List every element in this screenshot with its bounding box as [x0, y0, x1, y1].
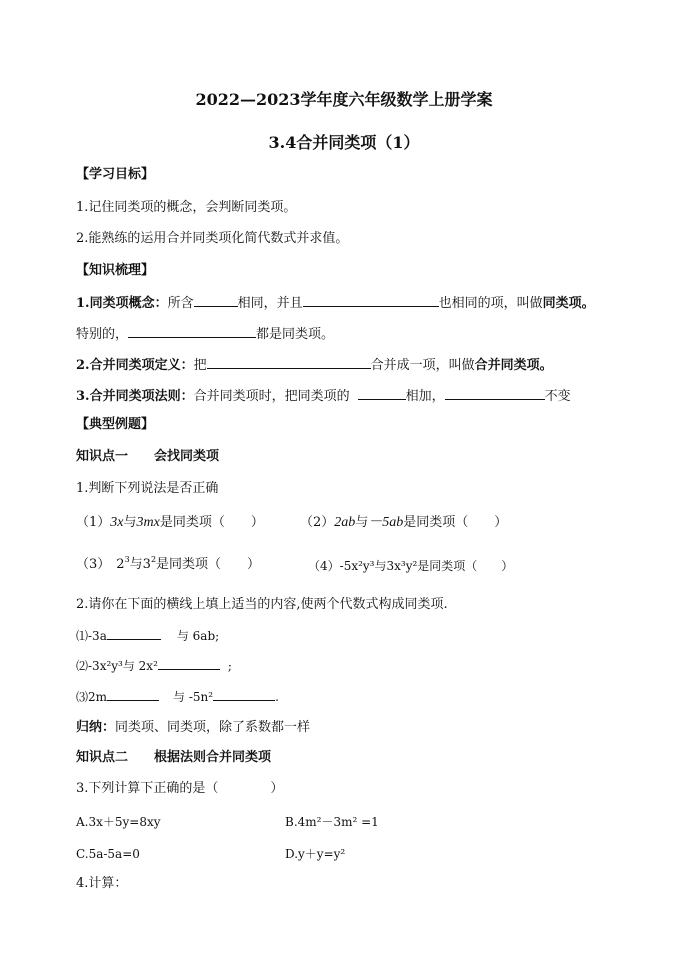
- text-segment: 与 6ab;: [176, 629, 220, 643]
- text-segment: 合并成一项，叫做: [370, 358, 475, 373]
- option-c[interactable]: C.5a-5a=0: [76, 847, 140, 861]
- item-number: （1）: [76, 515, 111, 530]
- question-1-item-1: [76, 515, 264, 531]
- item-number: （3）: [76, 557, 111, 572]
- concept-label: 1.同类项概念：: [76, 296, 168, 311]
- knowledge-point-1: 知识点一 会找同类项: [76, 449, 220, 464]
- knowledge-line-4: [76, 387, 571, 405]
- math-term: －5ab: [368, 515, 404, 530]
- question-1-item-2: [300, 515, 507, 531]
- fill-blank[interactable]: [158, 657, 220, 670]
- exponent: 3: [124, 555, 130, 564]
- fill-blank[interactable]: [107, 627, 161, 640]
- text-segment: 与 -5n²: [173, 690, 214, 704]
- summary-line: [76, 720, 310, 736]
- math-term: 3: [142, 557, 151, 572]
- answer-bracket[interactable]: 是同类项（ ）: [159, 515, 264, 530]
- math-term: 2ab: [334, 515, 356, 530]
- document-subtitle: 3.4合并同类项（1）: [268, 133, 420, 152]
- fill-blank[interactable]: [358, 387, 406, 400]
- objective-item: 1.记住同类项的概念，会判断同类项。: [76, 200, 297, 215]
- fill-blank[interactable]: [445, 387, 545, 400]
- math-term: 3mx: [136, 515, 160, 530]
- text-segment: 合并同类项时，把同类项的: [193, 389, 350, 404]
- math-term: 3x: [110, 515, 124, 530]
- question-2-item-1: [76, 627, 219, 644]
- knowledge-header: 【知识梳理】: [76, 263, 155, 278]
- fill-blank[interactable]: [128, 325, 256, 338]
- question-2-item-3: [76, 688, 279, 705]
- question-1-item-4: （4）-5x²y³与3x³y²是同类项（ ）: [308, 559, 514, 573]
- fill-blank[interactable]: [107, 688, 159, 701]
- summary-text: 同类项、同类项，除了系数都一样: [115, 720, 311, 735]
- text-segment: ⑴-3a: [76, 629, 107, 643]
- text-segment: 相同，并且: [237, 296, 303, 311]
- objective-item: 2.能熟练的运用合并同类项化简代数式并求值。: [76, 231, 349, 246]
- text-segment: 都是同类项。: [256, 327, 335, 342]
- text-segment: 相加，: [405, 389, 445, 404]
- answer-bracket[interactable]: 是同类项（ ）: [403, 515, 508, 530]
- examples-header: 【典型例题】: [76, 417, 155, 432]
- option-a[interactable]: A.3x＋5y=8xy: [76, 815, 161, 829]
- fill-blank[interactable]: [207, 356, 371, 369]
- text-segment: 与: [129, 557, 143, 572]
- question-3: 3.下列计算下正确的是（ ）: [76, 781, 284, 796]
- text-segment: 把: [193, 358, 207, 373]
- question-1: 1.判断下列说法是否正确: [76, 481, 219, 496]
- document-title: 2022—2023学年度六年级数学上册学案: [195, 90, 493, 109]
- knowledge-line-3: [76, 356, 553, 374]
- option-b[interactable]: B.4m²－3m² =1: [285, 815, 379, 829]
- item-number: （2）: [300, 515, 335, 530]
- term-highlight: 同类项。: [542, 296, 595, 311]
- question-4: 4.计算：: [76, 876, 128, 891]
- text-segment: ⑶2m: [76, 690, 108, 704]
- definition-label: 2.合并同类项定义：: [76, 358, 194, 373]
- knowledge-line-1: [76, 294, 595, 312]
- fill-blank[interactable]: [303, 294, 439, 307]
- question-2-item-2: [76, 657, 232, 674]
- objectives-header: 【学习目标】: [76, 167, 155, 182]
- rule-label: 3.合并同类项法则：: [76, 389, 194, 404]
- term-highlight: 合并同类项。: [474, 358, 553, 373]
- text-segment: .: [275, 690, 279, 704]
- text-segment: 也相同的项，叫做: [438, 296, 543, 311]
- answer-bracket[interactable]: 是同类项（ ）: [156, 557, 261, 572]
- text-segment: ⑵-3x²y³与 2x²: [76, 659, 158, 673]
- exponent: 2: [150, 555, 157, 564]
- question-2: 2.请你在下面的横线上填上适当的内容,使两个代数式构成同类项.: [76, 597, 448, 612]
- text-segment: 与: [355, 515, 369, 530]
- math-term: 2: [116, 557, 125, 572]
- text-segment: 与: [123, 515, 137, 530]
- fill-blank[interactable]: [213, 688, 275, 701]
- question-1-item-3: [76, 557, 260, 573]
- fill-blank[interactable]: [194, 294, 238, 307]
- knowledge-point-2: 知识点二 根据法则合并同类项: [76, 750, 272, 765]
- text-segment: 所含: [167, 296, 194, 311]
- text-segment: 特别的，: [76, 327, 129, 342]
- text-segment: 不变: [544, 389, 571, 404]
- summary-label: 归纳：: [76, 720, 116, 735]
- knowledge-line-2: [76, 325, 334, 343]
- option-d[interactable]: D.y＋y=y²: [285, 847, 346, 861]
- text-segment: ;: [227, 659, 232, 673]
